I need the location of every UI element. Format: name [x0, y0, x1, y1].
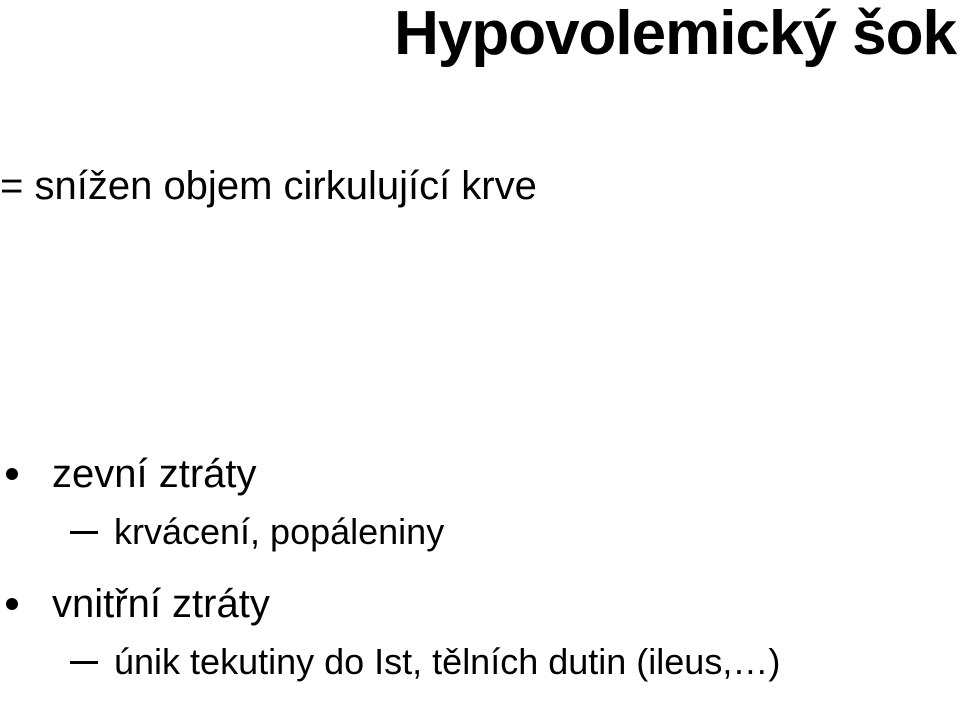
list-item [0, 446, 960, 506]
bullet-icon [6, 598, 18, 610]
sub-list-item [0, 636, 960, 706]
dash-icon [70, 531, 98, 534]
list-item [0, 576, 960, 636]
sub-list-item [0, 506, 960, 576]
bullet-icon [6, 468, 18, 480]
bullet-list [0, 446, 960, 706]
dash-icon [70, 661, 98, 664]
definition-text: = snížen objem cirkulující krve [0, 164, 537, 208]
slide-title: Hypovolemický šok [394, 0, 956, 68]
sub-list-item-label: únik tekutiny do Ist, tělních dutin (ileus,…) [114, 641, 781, 682]
list-item-label: vnitřní ztráty [52, 582, 270, 626]
sub-list-item-label: krvácení, popáleniny [114, 511, 445, 552]
list-item-label: zevní ztráty [52, 452, 257, 496]
